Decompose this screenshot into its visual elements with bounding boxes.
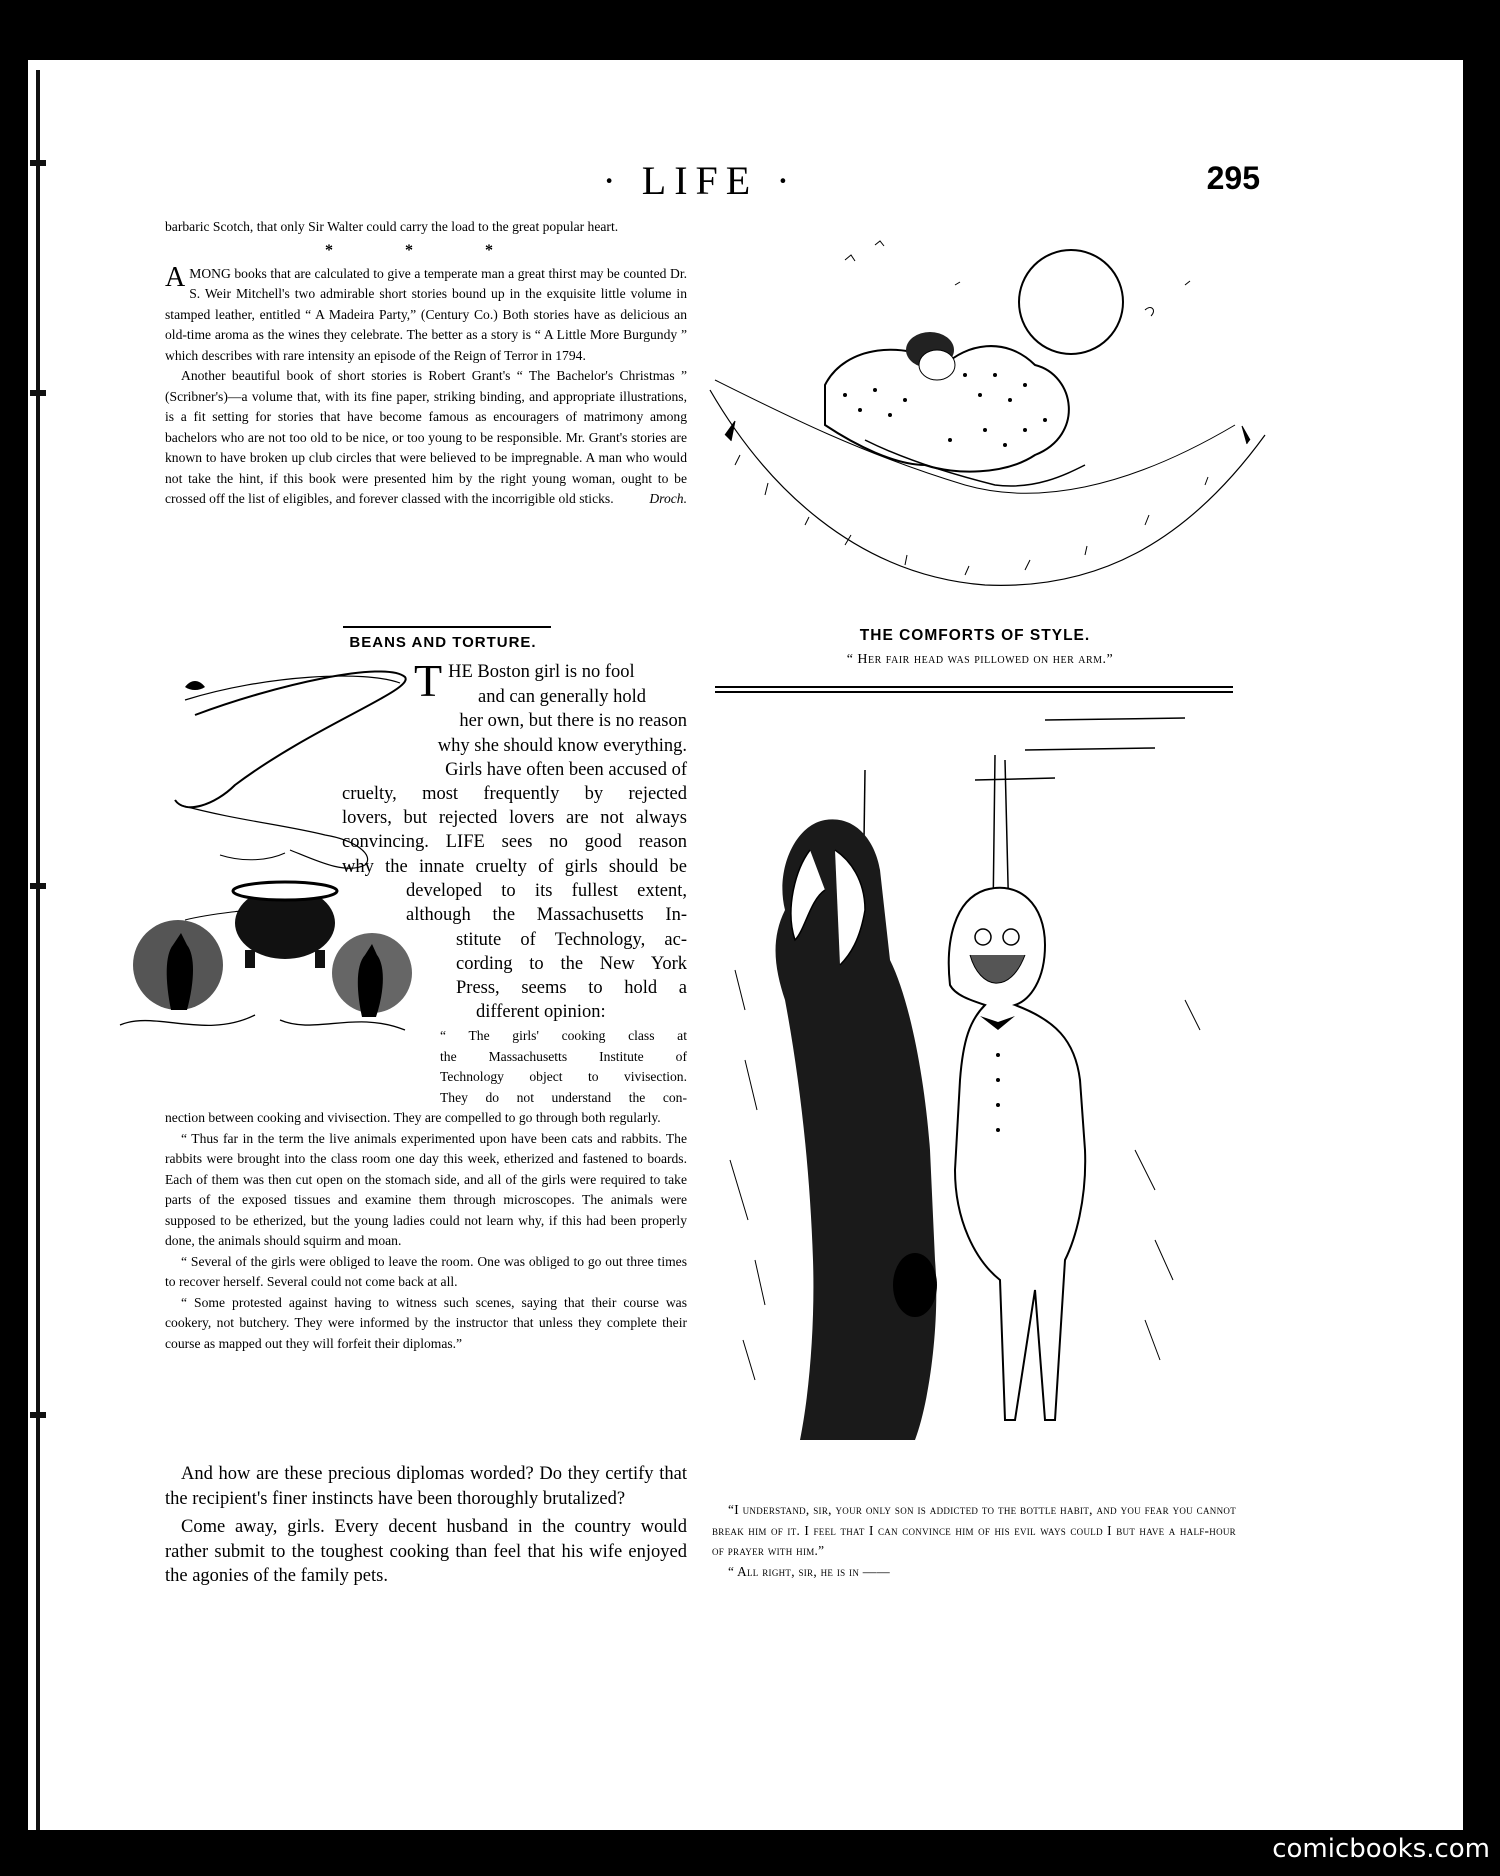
quoted-report: nection between cooking and vivisection. They are compelled to go through both regularly. “ Thus far in the term the live animals experimented upon have been cats and rabbits. The rabbits were brought into the class room one day this week, etherized and fastened to boards. Each of them was then cut open on the stomach side, and all of the girls were required to take parts of the exposed tissues and examine them through microscopes. The animals were supposed to be etherized, but the young ladies could not learn why, if this had been properly done, the animals should squirm and moan. “ Several of the girls were obliged to leave the room. One was obliged to go out three times to recover herself. Several could not come back at all. “ Some protested against having to witness such scenes, saying that their course was cookery, not butchery. They were informed by the instructor that unless they complete their course as mapped out they will forfeit their diplomas.” <box>165 1110 687 1351</box>
beans-line: convincing. LIFE sees no good reason <box>342 832 687 852</box>
beans-line: developed to its fullest extent, <box>406 881 687 901</box>
beans-line: why the innate cruelty of girls should be <box>342 857 687 877</box>
paragraph-continued: barbaric Scotch, that only Sir Walter could carry the load to the great popular heart. <box>165 219 619 234</box>
beans-line: Press, seems to hold a <box>456 978 687 998</box>
scan-border <box>1463 0 1500 1876</box>
cartoon2-reply: “ All right, sir, he is in —— <box>728 1563 890 1579</box>
beans-line: cording to the New York <box>456 954 687 974</box>
beans-intro-text: THE Boston girl is no fool and can generally hold <box>414 655 646 707</box>
sleeping-woman-cartoon <box>705 225 1275 615</box>
author-signature: Droch. <box>649 491 687 506</box>
paragraph-grant: Another beautiful book of short stories is Robert Grant's “ The Bachelor's Christmas ” (Scribner's)—a volume that, with its fine paper, striking binding, and appropriate illustrations, is a fit setting for stories that have become famous as encouragers of matrimony among bachelors who are not too old to be nice, or too young to be responsible. Mr. Grant's stories are known to have broken up club circles that were believed to be impregnable. A man who would not take the hint, if this book were presented him by the right young woman, ought to be crossed off the list of eligibles, and forever classed with the incorrigible old sticks. Droch. <box>165 366 687 510</box>
double-rule-bottom <box>715 691 1233 693</box>
beans-line: her own, but there is no reason <box>459 711 687 731</box>
article-headline: BEANS AND TORTURE. <box>349 634 537 651</box>
beans-line: although the Massachusetts In- <box>406 905 687 925</box>
quote-line: They do not understand the con- <box>440 1090 687 1105</box>
beans-line: cruelty, most frequently by rejected <box>342 784 687 804</box>
beans-line: Girls have often been accused of <box>445 760 687 780</box>
beans-line: why she should know everything. <box>437 736 687 756</box>
binding-edge <box>36 70 40 1830</box>
binding-mark <box>30 160 46 166</box>
binding-mark <box>30 883 46 889</box>
binding-mark <box>30 390 46 396</box>
paragraph-madeira: AMONG books that are calculated to give a temperate man a great thirst may be counted Dr. S. Weir Mitchell's two admirable short stories bound up in the exquisite little volume in stamped leather, entitled “ A Madeira Party,” (Century Co.) Both stories have as delicious an old-time aroma as the wines they celebrate. The better as a story is “ A Little More Burgundy ” which describes with rare intensity an episode of the Reign of Terror in 1794. <box>165 261 687 363</box>
beans-line: different opinion: <box>476 1002 606 1022</box>
quote-line: the Massachusetts Institute of <box>440 1049 687 1064</box>
beans-line: lovers, but rejected lovers are not always <box>342 808 687 828</box>
cartoon2-caption: “I understand, sir, your only son is addicted to the bottle habit, and you fear you cannot break him of it. I feel that I can convince him of his evil ways could I but have a half-hour of prayer with him.” “ All right, sir, he is in —— <box>712 1500 1236 1582</box>
cartoon-title: THE COMFORTS OF STYLE. <box>859 627 1091 644</box>
quote-line: Technology object to vivisection. <box>440 1069 687 1084</box>
drop-cap: T <box>414 655 443 706</box>
article-conclusion: And how are these precious diplomas worded? Do they certify that the recipient's finer instincts have been thoroughly brutalized? Come away, girls. Every decent husband in the country would rather submit to the toughest cooking than feel that his wife enjoyed the agonies of the family pets. <box>165 1464 687 1586</box>
quote-line: “ The girls' cooking class at <box>440 1028 687 1043</box>
watermark: comicbooks.com <box>1272 1834 1490 1864</box>
page-number: 295 <box>1206 160 1260 196</box>
masthead-title: · LIFE · <box>602 158 798 203</box>
beans-line: stitute of Technology, ac- <box>456 930 687 950</box>
binding-mark <box>30 1412 46 1418</box>
two-men-cartoon <box>715 700 1235 1480</box>
article-rule <box>343 626 551 628</box>
double-rule-top <box>715 686 1233 688</box>
section-divider-stars: * * * <box>325 241 527 259</box>
drop-cap: A <box>165 261 186 293</box>
book-review-column <box>165 217 687 510</box>
cartoon-caption: “ Her fair head was pillowed on her arm.” <box>846 652 1114 667</box>
